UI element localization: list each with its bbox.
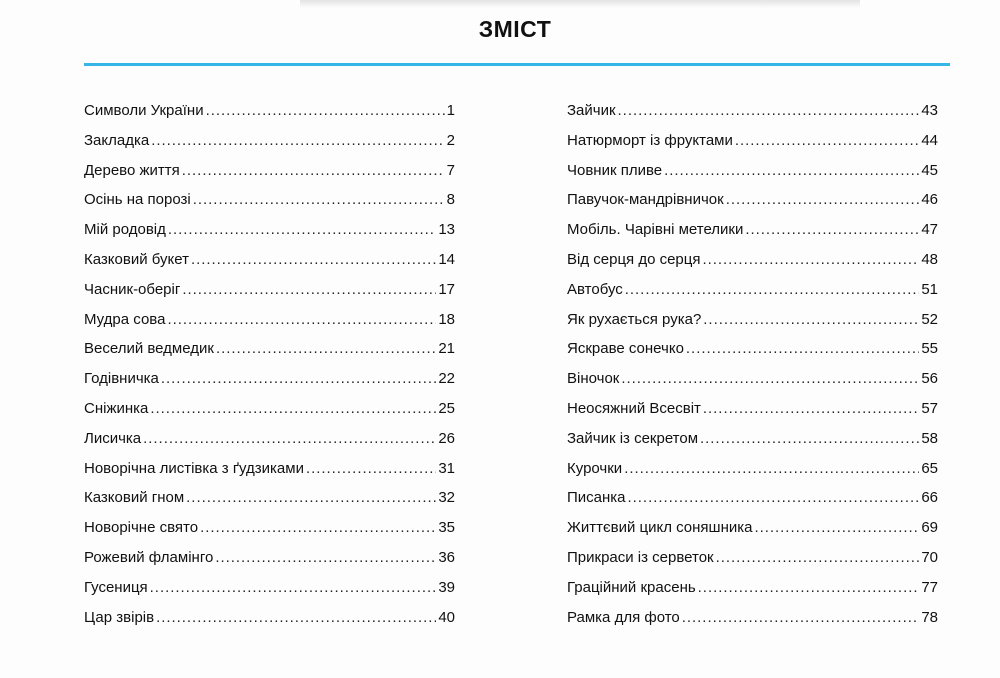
dot-leader bbox=[216, 339, 436, 359]
dot-leader bbox=[628, 488, 920, 508]
dot-leader bbox=[151, 131, 444, 151]
toc-entry[interactable] bbox=[84, 101, 455, 131]
toc-entry-page: 45 bbox=[921, 161, 938, 179]
toc-entry-page: 17 bbox=[438, 280, 455, 298]
toc-entry-title: Від серця до серця bbox=[567, 250, 701, 268]
toc-entry[interactable] bbox=[567, 399, 938, 429]
toc-entry-title: Символи України bbox=[84, 102, 204, 119]
dot-leader bbox=[703, 399, 919, 419]
dot-leader bbox=[755, 518, 920, 538]
toc-entry[interactable] bbox=[567, 101, 938, 131]
dot-leader bbox=[215, 548, 436, 568]
toc-entry[interactable] bbox=[567, 578, 938, 608]
toc-entry-title: Сніжинка bbox=[84, 399, 149, 417]
toc-entry-title: Новорічне свято bbox=[84, 519, 199, 537]
toc-entry-title: Годівничка bbox=[84, 370, 159, 388]
page-title: ЗМІСТ bbox=[478, 16, 552, 42]
toc-entry[interactable] bbox=[84, 190, 455, 220]
toc-entry-page: 21 bbox=[438, 340, 455, 358]
dot-leader bbox=[306, 459, 436, 479]
toc-entry-page: 26 bbox=[438, 429, 455, 447]
dot-leader bbox=[200, 518, 436, 538]
toc-entry-page: 39 bbox=[438, 578, 455, 596]
toc-entry[interactable] bbox=[567, 220, 938, 250]
toc-entry[interactable] bbox=[84, 161, 455, 191]
dot-leader bbox=[168, 220, 436, 240]
toc-entry-page: 13 bbox=[438, 221, 455, 239]
dot-leader bbox=[186, 488, 436, 508]
toc-entry[interactable] bbox=[84, 429, 455, 459]
toc-entry[interactable] bbox=[567, 548, 938, 578]
scan-shadow bbox=[300, 0, 860, 8]
toc-entry-title: Веселий ведмедик bbox=[84, 340, 214, 358]
toc-entry[interactable] bbox=[84, 280, 455, 310]
toc-entry-title: Цар звірів bbox=[84, 608, 155, 626]
dot-leader bbox=[191, 250, 436, 270]
toc-entry-page: 35 bbox=[438, 519, 455, 537]
toc-entry-title: Зайчик із секретом bbox=[567, 429, 699, 447]
toc-entry[interactable] bbox=[84, 578, 455, 608]
dot-leader bbox=[618, 101, 920, 121]
toc-entry-title: Рамка для фото bbox=[567, 608, 680, 626]
toc-entry[interactable] bbox=[84, 369, 455, 399]
toc-entry-title: Казковий букет bbox=[84, 250, 189, 268]
dot-leader bbox=[682, 608, 920, 628]
toc-entry-page: 25 bbox=[438, 399, 455, 417]
toc-entry[interactable] bbox=[567, 488, 938, 518]
toc-entry[interactable] bbox=[84, 608, 455, 638]
toc-entry-title: Новорічна листівка з ґудзиками bbox=[84, 459, 304, 477]
toc-entry[interactable] bbox=[84, 548, 455, 578]
toc-entry-page: 32 bbox=[438, 489, 455, 507]
toc-entry-page: 69 bbox=[921, 519, 938, 537]
toc-entry-page: 18 bbox=[438, 310, 455, 328]
toc-entry-page: 58 bbox=[921, 429, 938, 447]
toc-entry-page: 2 bbox=[446, 131, 455, 149]
dot-leader bbox=[703, 310, 919, 330]
toc-entry-page: 40 bbox=[438, 608, 455, 626]
toc-entry-page: 43 bbox=[921, 102, 938, 119]
dot-leader bbox=[700, 429, 919, 449]
toc-entry-page: 22 bbox=[438, 370, 455, 388]
toc-entry-page: 78 bbox=[921, 608, 938, 626]
toc-entry[interactable] bbox=[567, 339, 938, 369]
toc-entry[interactable] bbox=[567, 250, 938, 280]
toc-column-right bbox=[567, 101, 938, 637]
toc-entry-page: 52 bbox=[921, 310, 938, 328]
toc-entry-title: Казковий гном bbox=[84, 489, 185, 507]
toc-entry[interactable] bbox=[567, 459, 938, 489]
toc-entry[interactable] bbox=[84, 488, 455, 518]
toc-entry[interactable] bbox=[84, 518, 455, 548]
toc-entry-title: Мобіль. Чарівні метелики bbox=[567, 221, 744, 239]
dot-leader bbox=[156, 608, 436, 628]
toc-entry-title: Човник пливе bbox=[567, 161, 663, 179]
toc-entry-title: Яскраве сонечко bbox=[567, 340, 684, 358]
dot-leader bbox=[182, 161, 445, 181]
toc-entry-page: 1 bbox=[446, 102, 455, 119]
toc-entry-page: 47 bbox=[921, 221, 938, 239]
toc-entry-page: 7 bbox=[446, 161, 455, 179]
toc-entry-title: Натюрморт із фруктами bbox=[567, 131, 733, 149]
toc-entry-page: 36 bbox=[438, 548, 455, 566]
dot-leader bbox=[161, 369, 436, 389]
toc-entry[interactable] bbox=[567, 518, 938, 548]
toc-entry-title: Зайчик bbox=[567, 102, 616, 119]
dot-leader bbox=[702, 250, 919, 270]
toc-entry[interactable] bbox=[84, 250, 455, 280]
toc-entry[interactable] bbox=[84, 220, 455, 250]
toc-entry-title: Мій родовід bbox=[84, 221, 166, 239]
toc-entry[interactable] bbox=[567, 429, 938, 459]
toc-entry-page: 44 bbox=[921, 131, 938, 149]
toc-entry-title: Курочки bbox=[567, 459, 623, 477]
toc-entry-title: Закладка bbox=[84, 131, 150, 149]
toc-entry[interactable] bbox=[567, 190, 938, 220]
toc-entry[interactable] bbox=[84, 459, 455, 489]
dot-leader bbox=[726, 190, 920, 210]
toc-entry-title: Дерево життя bbox=[84, 161, 180, 179]
toc-entry-title: Гусениця bbox=[84, 578, 148, 596]
dot-leader bbox=[621, 369, 919, 389]
toc-entry-title: Мудра сова bbox=[84, 310, 166, 328]
toc-column-left bbox=[84, 101, 455, 637]
toc-entry-page: 51 bbox=[921, 280, 938, 298]
toc-entry-page: 70 bbox=[921, 548, 938, 566]
toc-entry-page: 66 bbox=[921, 489, 938, 507]
dot-leader bbox=[745, 220, 919, 240]
toc-entry-page: 46 bbox=[921, 191, 938, 209]
toc-entry-title: Павучок-мандрівничок bbox=[567, 191, 724, 209]
dot-leader bbox=[716, 548, 920, 568]
dot-leader bbox=[150, 578, 437, 598]
toc-entry[interactable] bbox=[84, 310, 455, 340]
dot-leader bbox=[150, 399, 436, 419]
toc-entry-title: Автобус bbox=[567, 280, 623, 298]
toc-entry-page: 65 bbox=[921, 459, 938, 477]
toc-entry-title: Часник-оберіг bbox=[84, 280, 181, 298]
toc-entry-title: Осінь на порозі bbox=[84, 191, 191, 209]
dot-leader bbox=[167, 310, 436, 330]
toc-entry[interactable] bbox=[567, 131, 938, 161]
toc-entry-page: 56 bbox=[921, 370, 938, 388]
toc-entry[interactable] bbox=[84, 131, 455, 161]
toc-entry[interactable] bbox=[567, 369, 938, 399]
toc-entry[interactable] bbox=[84, 339, 455, 369]
toc-entry-title: Віночок bbox=[567, 370, 620, 388]
toc-entry[interactable] bbox=[567, 161, 938, 191]
dot-leader bbox=[698, 578, 920, 598]
toc-entry-title: Прикраси із серветок bbox=[567, 548, 714, 566]
dot-leader bbox=[193, 190, 445, 210]
toc-entry[interactable] bbox=[567, 608, 938, 638]
toc-entry-title: Як рухається рука? bbox=[567, 310, 702, 328]
toc-entry-page: 31 bbox=[438, 459, 455, 477]
toc-entry-page: 14 bbox=[438, 250, 455, 268]
dot-leader bbox=[182, 280, 436, 300]
dot-leader bbox=[143, 429, 436, 449]
toc-entry-title: Лисичка bbox=[84, 429, 142, 447]
toc-entry[interactable] bbox=[567, 310, 938, 340]
toc-entry-title: Неосяжний Всесвіт bbox=[567, 399, 701, 417]
dot-leader bbox=[686, 339, 919, 359]
toc-entry-page: 8 bbox=[446, 191, 455, 209]
toc-entry[interactable] bbox=[567, 280, 938, 310]
title-divider bbox=[84, 63, 950, 66]
dot-leader bbox=[625, 280, 920, 300]
toc-entry-page: 48 bbox=[921, 250, 938, 268]
toc-entry-page: 57 bbox=[921, 399, 938, 417]
toc-entry-page: 77 bbox=[921, 578, 938, 596]
dot-leader bbox=[735, 131, 919, 151]
toc-entry-page: 55 bbox=[921, 340, 938, 358]
toc-entry-title: Писанка bbox=[567, 489, 626, 507]
dot-leader bbox=[206, 101, 445, 121]
toc-entry-title: Рожевий фламінго bbox=[84, 548, 214, 566]
dot-leader bbox=[624, 459, 919, 479]
dot-leader bbox=[664, 161, 919, 181]
toc-entry[interactable] bbox=[84, 399, 455, 429]
toc-entry-title: Життєвий цикл соняшника bbox=[567, 519, 753, 537]
toc-entry-title: Граційний красень bbox=[567, 578, 696, 596]
